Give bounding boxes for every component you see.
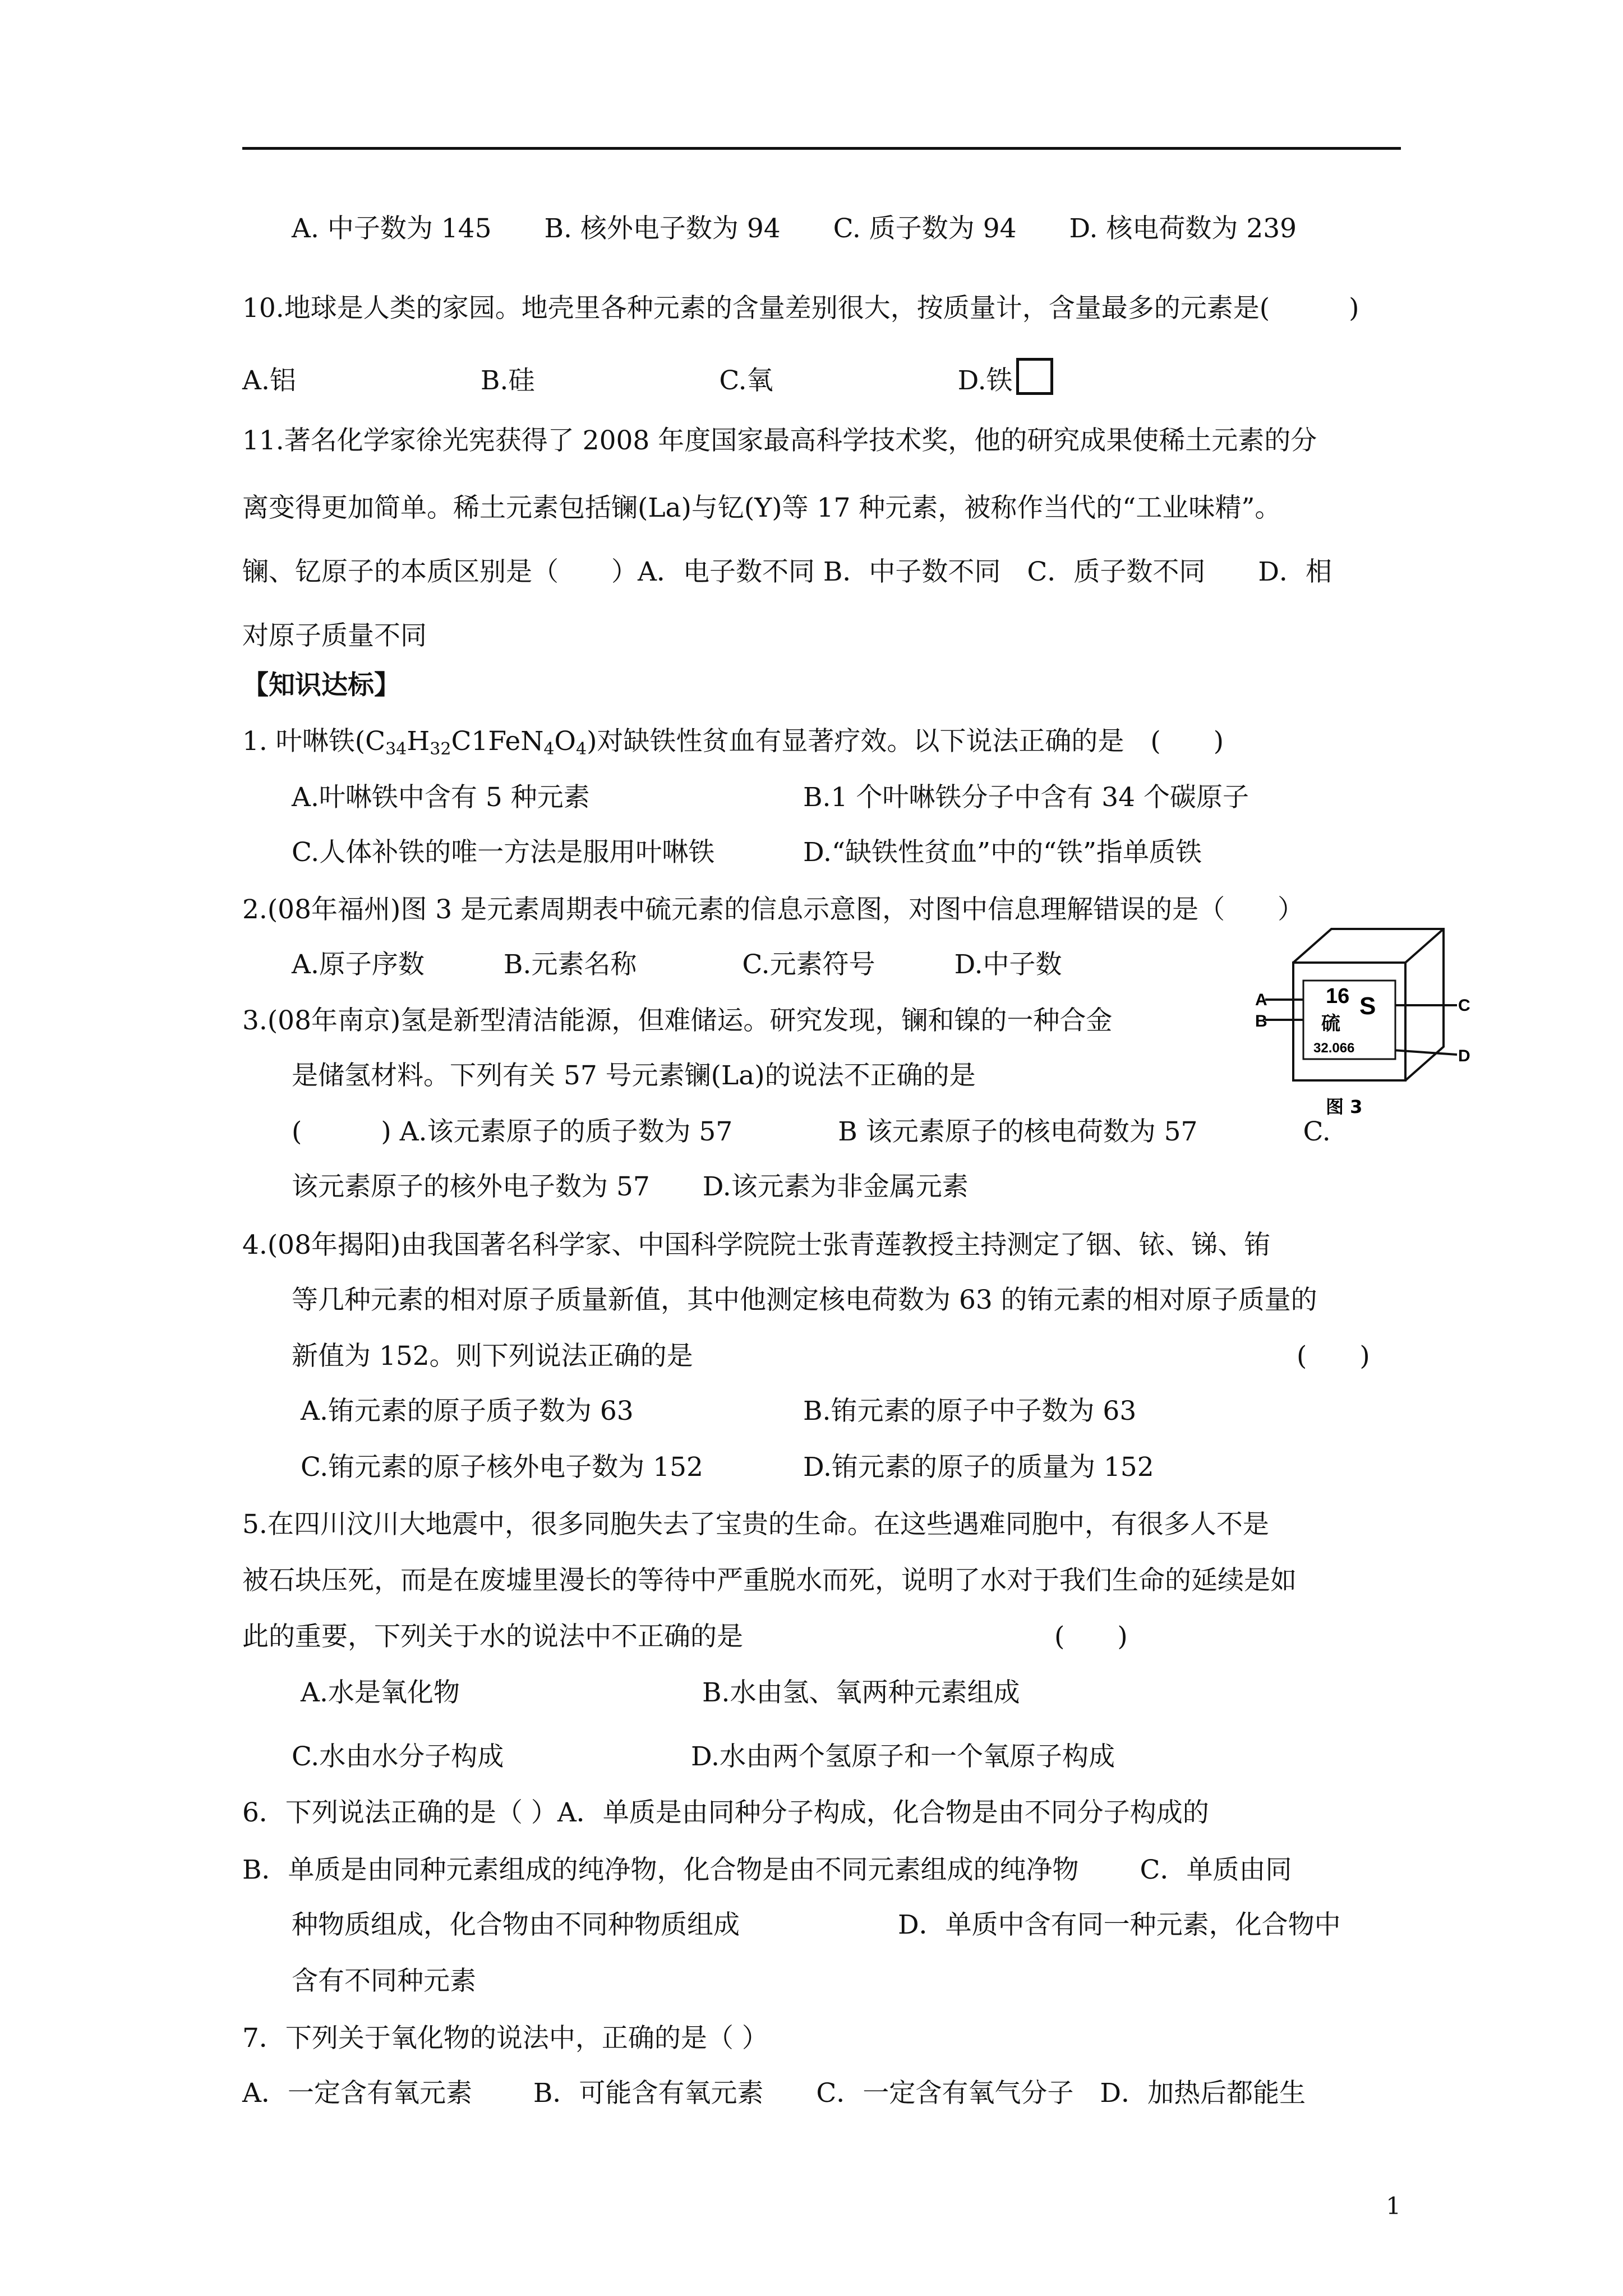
element-symbol: S xyxy=(1359,992,1376,1020)
checkbox-square xyxy=(1016,358,1053,395)
q11-line-2: 离变得更加简单。稀土元素包括镧(La)与钇(Y)等 17 种元素，被称作当代的“工业味精”。 xyxy=(242,493,1281,523)
k5-line-2: 被石块压死，而是在废墟里漫长的等待中严重脱水而死，说明了水对于我们生命的延续是如 xyxy=(242,1565,1297,1596)
k7-stem: 7．下列关于氧化物的说法中，正确的是（ ） xyxy=(242,2023,768,2054)
k1-option-c: C.人体补铁的唯一方法是服用叶啉铁 xyxy=(292,837,715,868)
k6-line-3: 种物质组成，化合物由不同种物质组成 D．单质中含有同一种元素，化合物中 xyxy=(292,1910,1341,1940)
k4-option-b: B.铕元素的原子中子数为 63 xyxy=(803,1396,1137,1427)
q11-line-1: 11.著名化学家徐光宪获得了 2008 年度国家最高科学技术奖，他的研究成果使稀土元素的分 xyxy=(242,425,1317,456)
k6-line-2: B．单质是由同种元素组成的纯净物，化合物是由不同元素组成的纯净物 C．单质由同 xyxy=(242,1855,1292,1885)
k4-line-2: 等几种元素的相对原子质量新值，其中他测定核电荷数为 63 的铕元素的相对原子质量的 xyxy=(292,1285,1317,1315)
q11-line-3: 镧、钇原子的本质区别是（ ）A．电子数不同 B．中子数不同 C．质子数不同 D．相 xyxy=(242,556,1332,587)
sulfur-element-figure xyxy=(1255,920,1474,1134)
k2-stem: 2.(08年福州)图 3 是元素周期表中硫元素的信息示意图，对图中信息理解错误的是（ ） xyxy=(242,894,1304,925)
atomic-number: 16 xyxy=(1326,984,1350,1008)
k3-line-2: 是储氢材料。下列有关 57 号元素镧(La)的说法不正确的是 xyxy=(292,1060,976,1091)
label-b: B xyxy=(1255,1012,1267,1030)
k1-option-b: B.1 个叶啉铁分子中含有 34 个碳原子 xyxy=(803,782,1249,813)
k5-answer-paren: ( ) xyxy=(1054,1621,1128,1652)
k4-line-3: 新值为 152。则下列说法正确的是 xyxy=(292,1341,693,1372)
label-a: A xyxy=(1255,991,1267,1009)
label-c: C xyxy=(1458,996,1470,1015)
k3-line-1: 3.(08年南京)氢是新型清洁能源，但难储运。研究发现，镧和镍的一种合金 xyxy=(242,1005,1113,1036)
q11-line-4: 对原子质量不同 xyxy=(242,620,427,651)
k5-option-a: A.水是氧化物 xyxy=(301,1677,460,1708)
k7-options: A．一定含有氧元素 B．可能含有氧元素 C．一定含有氧气分子 D．加热后都能生 xyxy=(242,2078,1306,2109)
k2-options: A.原子序数 B.元素名称 C.元素符号 D.中子数 xyxy=(292,949,1062,980)
label-d: D xyxy=(1458,1047,1470,1065)
figure-caption: 图 3 xyxy=(1326,1096,1363,1117)
k6-line-1: 6．下列说法正确的是（ ）A．单质是由同种分子构成，化合物是由不同分子构成的 xyxy=(242,1797,1209,1828)
k5-option-d: D.水由两个氢原子和一个氧原子构成 xyxy=(691,1741,1115,1772)
page-number: 1 xyxy=(1386,2192,1401,2220)
q9-options: A. 中子数为 145 B. 核外电子数为 94 C. 质子数为 94 D. 核电荷数为 239 xyxy=(292,213,1297,244)
k5-option-b: B.水由氢、氧两种元素组成 xyxy=(702,1677,1020,1708)
k3-line-4: 该元素原子的核外电子数为 57 D.该元素为非金属元素 xyxy=(292,1171,969,1202)
k4-option-c: C.铕元素的原子核外电子数为 152 xyxy=(301,1452,703,1483)
element-name: 硫 xyxy=(1321,1013,1340,1035)
k4-option-a: A.铕元素的原子质子数为 63 xyxy=(301,1396,634,1427)
q10-stem: 10.地球是人类的家园。地壳里各种元素的含量差别很大，按质量计，含量最多的元素是( ) xyxy=(242,293,1359,324)
section-heading: 【知识达标】 xyxy=(242,670,400,701)
k1-stem: 1. 叶啉铁$(C_{34}H_{32}C1FeN_4O_4)$对缺铁性贫血有显著疗效。以下说法正确的是 ( ) xyxy=(242,726,1224,759)
k1-option-a: A.叶啉铁中含有 5 种元素 xyxy=(292,782,590,813)
header-rule xyxy=(242,147,1401,150)
k5-line-3: 此的重要，下列关于水的说法中不正确的是 xyxy=(242,1621,743,1652)
k3-line-3: ( ) A.该元素原子的质子数为 57 B 该元素原子的核电荷数为 57 C. xyxy=(292,1116,1331,1147)
k4-answer-paren: ( ) xyxy=(1297,1341,1370,1372)
k1-option-d: D.“缺铁性贫血”中的“铁”指单质铁 xyxy=(803,837,1202,868)
k5-line-1: 5.在四川汶川大地震中，很多同胞失去了宝贵的生命。在这些遇难同胞中，有很多人不是 xyxy=(242,1509,1269,1540)
atomic-mass: 32.066 xyxy=(1313,1041,1355,1056)
k4-option-d: D.铕元素的原子的质量为 152 xyxy=(803,1452,1154,1483)
k6-line-4: 含有不同种元素 xyxy=(292,1966,476,1996)
k4-line-1: 4.(08年揭阳)由我国著名科学家、中国科学院院士张青莲教授主持测定了铟、铱、锑、铕 xyxy=(242,1230,1271,1260)
k5-option-c: C.水由水分子构成 xyxy=(292,1741,504,1772)
q10-options: A.铝 B.硅 C.氧 D.铁 xyxy=(242,358,1053,398)
